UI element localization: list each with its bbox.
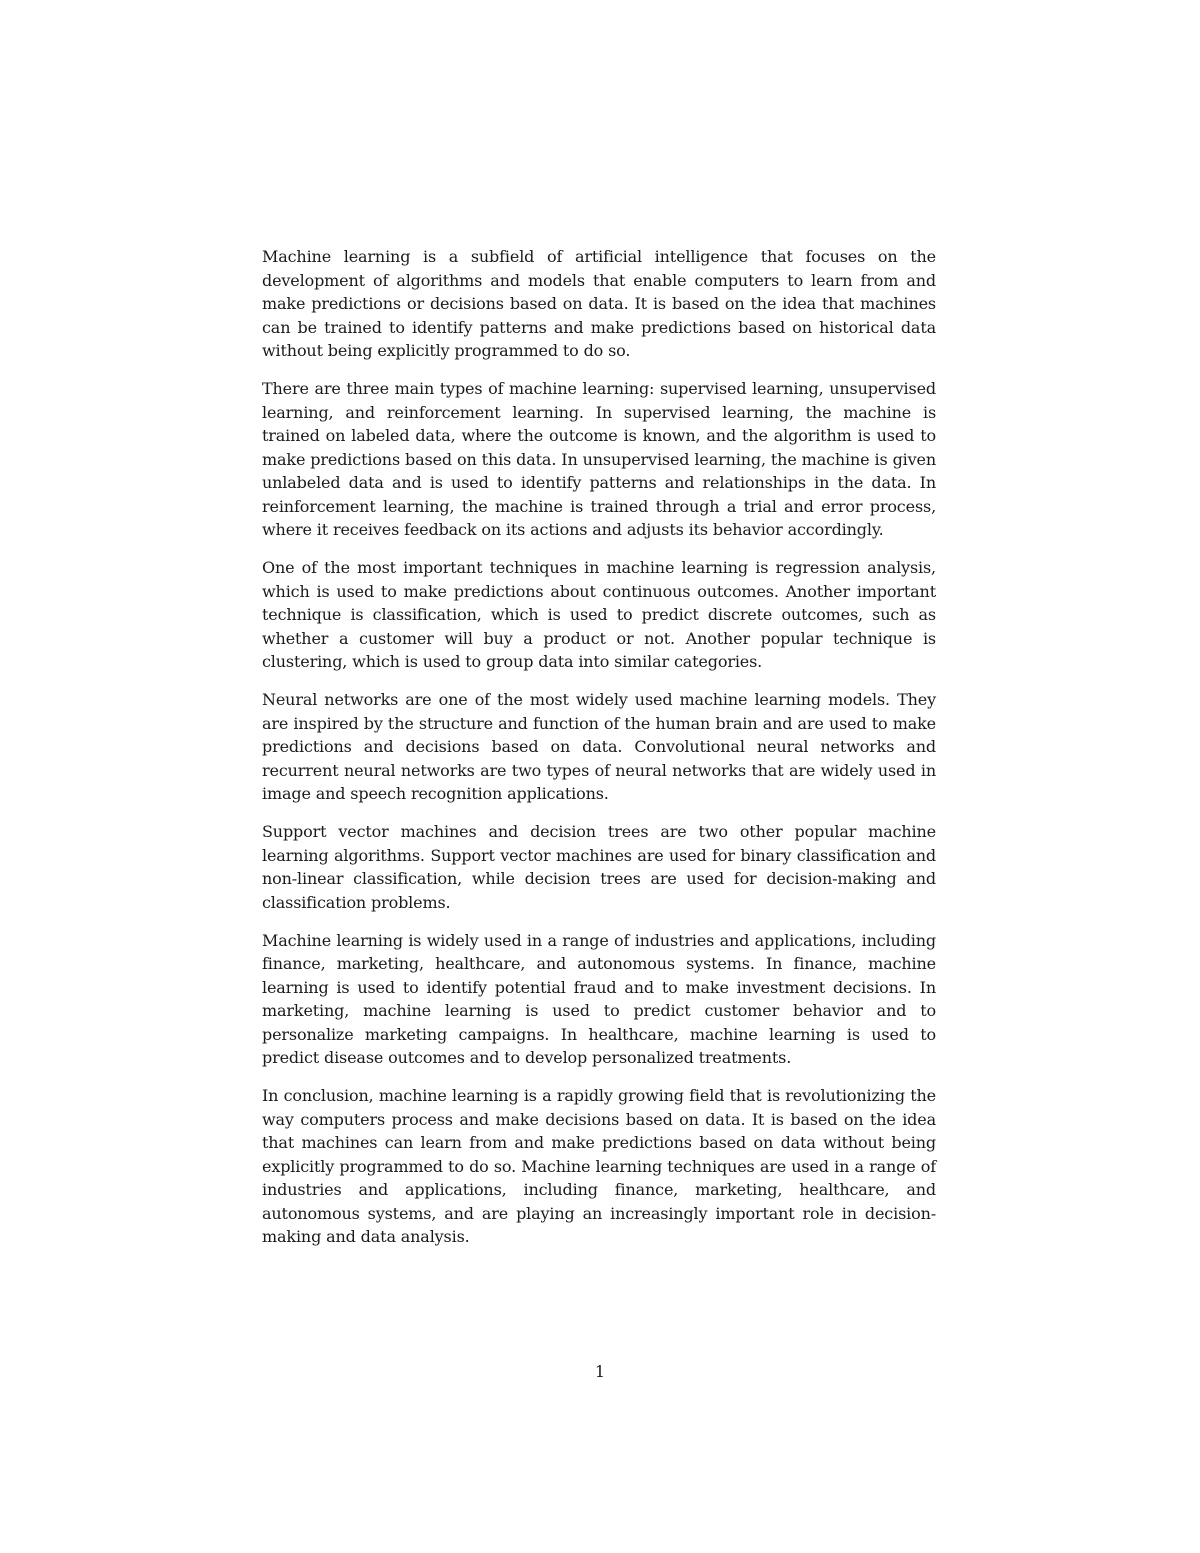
body-text (262, 245, 936, 1263)
paragraph-neural-networks: Neural networks are one of the most widely used machine learning models. They are inspired by the structure and function of the human brain and are used to make predictions and decisions based on data. Convolutional neural networks and recurrent neural networks are two types of neural networks that are widely used in image and speech recognition applications. (262, 690, 936, 803)
paragraph-applications: Machine learning is widely used in a range of industries and applications, including finance, marketing, healthcare, and autonomous systems. In finance, machine learning is used to identify potential fraud and to make investment decisions. In marketing, machine learning is used to predict customer behavior and to personalize marketing campaigns. In healthcare, machine learning is used to predict disease outcomes and to develop personalized treatments. (262, 930, 936, 1067)
paragraph-intro: Machine learning is a subfield of artificial intelligence that focuses on the development of algorithms and models that enable computers to learn from and make predictions or decisions based on data. It is based on the idea that machines can be trained to identify patterns and make predictions based on historical data without being explicitly programmed to do so. (262, 247, 936, 360)
page-number: 1 (594, 1362, 606, 1381)
paragraph-types: There are three main types of machine learning: supervised learning, unsupervised learning, and reinforcement learning. In supervised learning, the machine is trained on labeled data, where the outcome is known, and the algorithm is used to make predictions based on this data. In unsupervised learning, the machine is given unlabeled data and is used to identify patterns and relationships in the data. In reinforcement learning, the machine is trained through a trial and error process, where it receives feedback on its actions and adjusts its behavior accordingly. (262, 379, 936, 539)
paragraph-conclusion: In conclusion, machine learning is a rapidly growing field that is revolutionizing the way computers process and make decisions based on data. It is based on the idea that machines can learn from and make predictions based on data without being explicitly programmed to do so. Machine learning techniques are used in a range of industries and applications, including finance, marketing, healthcare, and autonomous systems, and are playing an increasingly important role in decision-making and data analysis. (262, 1086, 936, 1246)
paragraph-svm-trees: Support vector machines and decision trees are two other popular machine learning algorithms. Support vector machines are used for binary classification and non-linear classification, while decision trees are used for decision-making and classification problems. (262, 822, 936, 912)
paragraph-techniques: One of the most important techniques in machine learning is regression analysis, which is used to make predictions about continuous outcomes. Another important technique is classification, which is used to predict discrete outcomes, such as whether a customer will buy a product or not. Another popular technique is clustering, which is used to group data into similar categories. (262, 558, 936, 671)
